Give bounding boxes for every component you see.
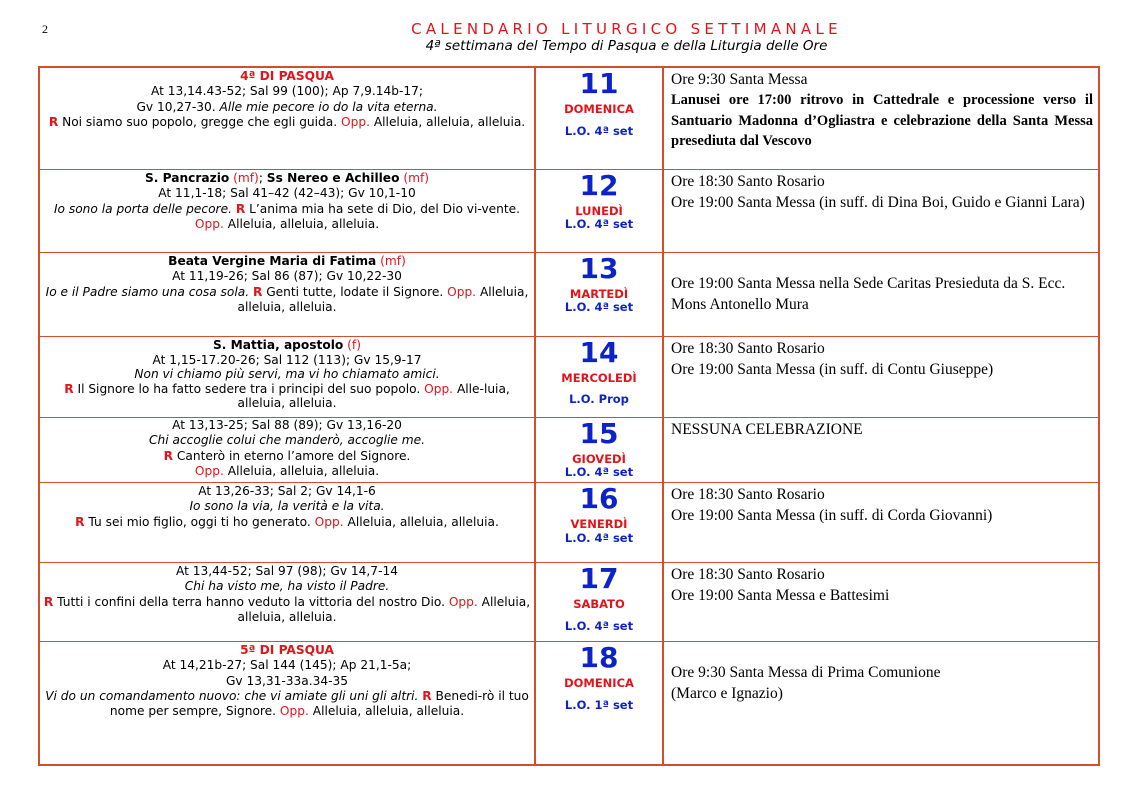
acclamation: Alleluia, alleluia, alleluia. bbox=[237, 284, 529, 314]
day-number: 11 bbox=[579, 67, 619, 100]
liturgy-cell bbox=[41, 418, 533, 479]
day-row-14 bbox=[38, 336, 1100, 417]
liturgy-cell bbox=[41, 338, 533, 411]
event-bold: Lanusei ore 17:00 ritrovo in Cattedrale e processione verso il Santuario Madonna d’Ogliastra e celebrazione della Santa Messa presediuta dal Vescovo bbox=[671, 92, 1093, 149]
day-name: MERCOLEDÌ bbox=[561, 371, 637, 385]
acclamation: Alleluia, alleluia, alleluia. bbox=[373, 114, 526, 129]
feast-title: 5ª DI PASQUA bbox=[240, 643, 334, 657]
events-cell bbox=[671, 419, 1093, 440]
event: Ore 18:30 Santo Rosario bbox=[671, 173, 825, 190]
response: Benedi-rò il tuo nome per sempre, Signore. bbox=[109, 688, 529, 719]
antiphon: Io e il Padre siamo una cosa sola. bbox=[45, 284, 250, 299]
r-label: R bbox=[43, 594, 54, 609]
readings: At 13,26-33; Sal 2; Gv 14,1-6 bbox=[198, 484, 376, 498]
event: Ore 18:30 Santo Rosario bbox=[671, 566, 825, 583]
event: Ore 9:30 Santa Messa bbox=[671, 71, 808, 88]
readings: At 11,19-26; Sal 86 (87); Gv 10,22-30 bbox=[172, 269, 402, 284]
liturgy-hours: L.O. 4ª set bbox=[564, 531, 634, 545]
antiphon: Non vi chiamo più servi, ma vi ho chiamato amici. bbox=[134, 367, 440, 381]
acclamation: Alleluia, alleluia, alleluia. bbox=[227, 463, 380, 478]
events-cell bbox=[671, 273, 1093, 315]
day-cell bbox=[534, 337, 664, 417]
separator: ; bbox=[258, 171, 263, 185]
day-cell bbox=[534, 418, 664, 482]
acclamation: Alle-luia, alleluia, alleluia. bbox=[237, 381, 510, 410]
response-line bbox=[41, 595, 533, 626]
day-name: DOMENICA bbox=[564, 676, 634, 690]
day-name: VENERDÌ bbox=[570, 517, 628, 531]
day-name: GIOVEDÌ bbox=[572, 452, 626, 466]
response-line bbox=[41, 689, 533, 720]
events-cell bbox=[671, 484, 1093, 526]
day-number: 13 bbox=[579, 252, 619, 285]
feast-rank: (mf) bbox=[380, 254, 406, 268]
acclamation: Alleluia, alleluia, alleluia. bbox=[227, 216, 380, 231]
feast-title: Beata Vergine Maria di Fatima bbox=[168, 254, 377, 268]
r-label: R bbox=[75, 514, 85, 529]
r-label: R bbox=[48, 114, 59, 129]
event: Ore 19:00 Santa Messa (in suff. di Contu Giuseppe) bbox=[671, 361, 994, 378]
antiphon: Io sono la porta delle pecore. bbox=[53, 201, 232, 216]
acclamation: Alleluia, alleluia, alleluia. bbox=[312, 704, 465, 719]
day-cell bbox=[534, 642, 664, 766]
page-number: 2 bbox=[42, 22, 48, 36]
liturgy-cell bbox=[41, 564, 533, 625]
liturgy-hours: L.O. 4ª set bbox=[564, 619, 634, 633]
antiphon: Vi do un comandamento nuovo: che vi amiate gli uni gli altri. bbox=[45, 688, 419, 703]
liturgy-hours: L.O. 4ª set bbox=[564, 465, 634, 479]
liturgy-cell bbox=[41, 643, 533, 719]
response-line bbox=[41, 449, 533, 464]
event: Ore 18:30 Santo Rosario bbox=[671, 340, 825, 357]
event: Ore 18:30 Santo Rosario bbox=[671, 486, 825, 503]
liturgy-cell bbox=[41, 69, 533, 130]
readings: At 14,21b-27; Sal 144 (145); Ap 21,1-5a; bbox=[162, 658, 412, 673]
response: Il Signore lo ha fatto sedere tra i principi del suo popolo. bbox=[77, 381, 421, 396]
feast-title-2: Ss Nereo e Achilleo bbox=[266, 171, 400, 185]
readings-gospel: Gv 13,31-33a.34-35 bbox=[225, 673, 349, 688]
event: Ore 19:00 Santa Messa (in suff. di Dina Boi, Guido e Gianni Lara) bbox=[671, 194, 1085, 211]
response-line bbox=[41, 285, 533, 316]
opp-label: Opp. bbox=[448, 594, 478, 609]
liturgy-cell bbox=[41, 484, 533, 530]
day-number: 15 bbox=[579, 417, 619, 450]
readings: At 13,14.43-52; Sal 99 (100); Ap 7,9.14b-17; bbox=[151, 84, 423, 99]
events-cell bbox=[671, 662, 1093, 704]
response: L’anima mia ha sete di Dio, del Dio vi-vente. bbox=[249, 201, 521, 216]
response: Canterò in eterno l’amore del Signore. bbox=[176, 448, 411, 463]
readings: At 13,44-52; Sal 97 (98); Gv 14,7-14 bbox=[176, 564, 398, 578]
events-cell bbox=[671, 338, 1093, 380]
day-cell bbox=[534, 563, 664, 641]
antiphon: Chi accoglie colui che manderò, accoglie me. bbox=[149, 433, 425, 448]
feast-rank: (mf) bbox=[233, 171, 259, 185]
antiphon-line bbox=[41, 499, 533, 514]
r-label: R bbox=[163, 448, 174, 463]
day-row-17 bbox=[38, 562, 1100, 641]
response: Noi siamo suo popolo, gregge che egli guida. bbox=[62, 114, 338, 129]
opp-label: Opp. bbox=[447, 284, 477, 299]
feast-line bbox=[41, 171, 533, 186]
liturgy-hours: L.O. 1ª set bbox=[564, 698, 634, 712]
opp-label: Opp. bbox=[314, 514, 344, 529]
antiphon: Chi ha visto me, ha visto il Padre. bbox=[184, 579, 390, 594]
r-label: R bbox=[64, 381, 74, 396]
day-number: 16 bbox=[579, 482, 619, 515]
feast-rank: (f) bbox=[347, 338, 361, 352]
response: Genti tutte, lodate il Signore. bbox=[266, 284, 444, 299]
events-cell bbox=[671, 171, 1093, 213]
readings: At 13,13-25; Sal 88 (89); Gv 13,16-20 bbox=[172, 418, 402, 432]
page-subtitle: 4ª settimana del Tempo di Pasqua e della Liturgia delle Ore bbox=[425, 38, 828, 54]
day-row-18 bbox=[38, 641, 1100, 766]
acclamation: Alleluia, alleluia, alleluia. bbox=[347, 514, 499, 529]
day-number: 14 bbox=[579, 336, 619, 369]
day-name: SABATO bbox=[573, 597, 625, 611]
readings-line bbox=[41, 100, 533, 115]
day-cell bbox=[534, 68, 664, 169]
day-row-13 bbox=[38, 252, 1100, 336]
response: Tutti i confini della terra hanno veduto la vittoria del nostro Dio. bbox=[57, 594, 445, 609]
liturgy-hours: L.O. Prop bbox=[569, 392, 629, 406]
r-label: R bbox=[235, 201, 246, 216]
opp-label: Opp. bbox=[341, 114, 370, 129]
opp-label: Opp. bbox=[279, 704, 309, 719]
event: Ore 19:00 Santa Messa (in suff. di Corda Giovanni) bbox=[671, 507, 993, 524]
day-cell bbox=[534, 483, 664, 562]
event: Ore 9:30 Santa Messa di Prima Comunione bbox=[671, 664, 941, 681]
antiphon-line bbox=[41, 367, 533, 382]
day-row-15 bbox=[38, 417, 1100, 482]
feast-rank-2: (mf) bbox=[403, 171, 430, 185]
antiphon-line bbox=[41, 433, 533, 448]
day-number: 18 bbox=[579, 641, 619, 674]
acclamation: Alleluia, alleluia, alleluia. bbox=[237, 594, 531, 624]
day-cell bbox=[534, 253, 664, 336]
r-label: R bbox=[422, 688, 432, 703]
liturgy-cell bbox=[41, 171, 533, 232]
feast-line bbox=[41, 254, 533, 269]
antiphon-line bbox=[41, 579, 533, 594]
day-name: DOMENICA bbox=[564, 102, 634, 116]
event: NESSUNA CELEBRAZIONE bbox=[671, 421, 863, 438]
feast-title: 4ª DI PASQUA bbox=[240, 69, 334, 83]
day-number: 17 bbox=[579, 562, 619, 595]
liturgy-hours: L.O. 4ª set bbox=[564, 124, 634, 138]
acclamation-line bbox=[41, 464, 533, 479]
day-row-16 bbox=[38, 482, 1100, 562]
day-cell bbox=[534, 170, 664, 252]
events-cell bbox=[671, 564, 1093, 606]
antiphon: Io sono la via, la verità e la vita. bbox=[189, 499, 385, 514]
readings: At 11,1-18; Sal 41–42 (42–43); Gv 10,1-10 bbox=[158, 186, 416, 201]
readings: At 1,15-17.20-26; Sal 112 (113); Gv 15,9-17 bbox=[152, 352, 422, 367]
opp-label: Opp. bbox=[194, 463, 224, 478]
liturgy-hours: L.O. 4ª set bbox=[564, 217, 634, 231]
event: Ore 19:00 Santa Messa nella Sede Caritas Presieduta da S. Ecc. Mons Antonello Mura bbox=[671, 275, 1066, 313]
page-title: CALENDARIO LITURGICO SETTIMANALE bbox=[411, 20, 842, 38]
day-number: 12 bbox=[579, 169, 619, 202]
day-row-11 bbox=[38, 68, 1100, 169]
response-line bbox=[41, 382, 533, 411]
r-label: R bbox=[252, 284, 263, 299]
liturgy-cell bbox=[41, 254, 533, 315]
response: Tu sei mio figlio, oggi ti ho generato. bbox=[88, 514, 311, 529]
event: Ore 19:00 Santa Messa e Battesimi bbox=[671, 587, 890, 604]
opp-label: Opp. bbox=[424, 381, 454, 396]
opp-label: Opp. bbox=[194, 216, 224, 231]
response-line bbox=[41, 515, 533, 530]
liturgy-hours: L.O. 4ª set bbox=[564, 300, 634, 314]
feast-title: S. Pancrazio bbox=[144, 171, 230, 185]
event: (Marco e Ignazio) bbox=[671, 685, 783, 702]
day-name: LUNEDÌ bbox=[575, 204, 623, 218]
response-line bbox=[41, 202, 533, 233]
events-cell bbox=[671, 69, 1093, 152]
antiphon: Alle mie pecore io do la vita eterna. bbox=[219, 99, 438, 114]
feast-title: S. Mattia, apostolo bbox=[213, 338, 344, 352]
readings-gospel: Gv 10,27-30. bbox=[136, 99, 216, 114]
day-row-12 bbox=[38, 169, 1100, 252]
feast-line bbox=[41, 338, 533, 353]
response-line bbox=[41, 115, 533, 130]
day-name: MARTEDÌ bbox=[569, 287, 629, 301]
